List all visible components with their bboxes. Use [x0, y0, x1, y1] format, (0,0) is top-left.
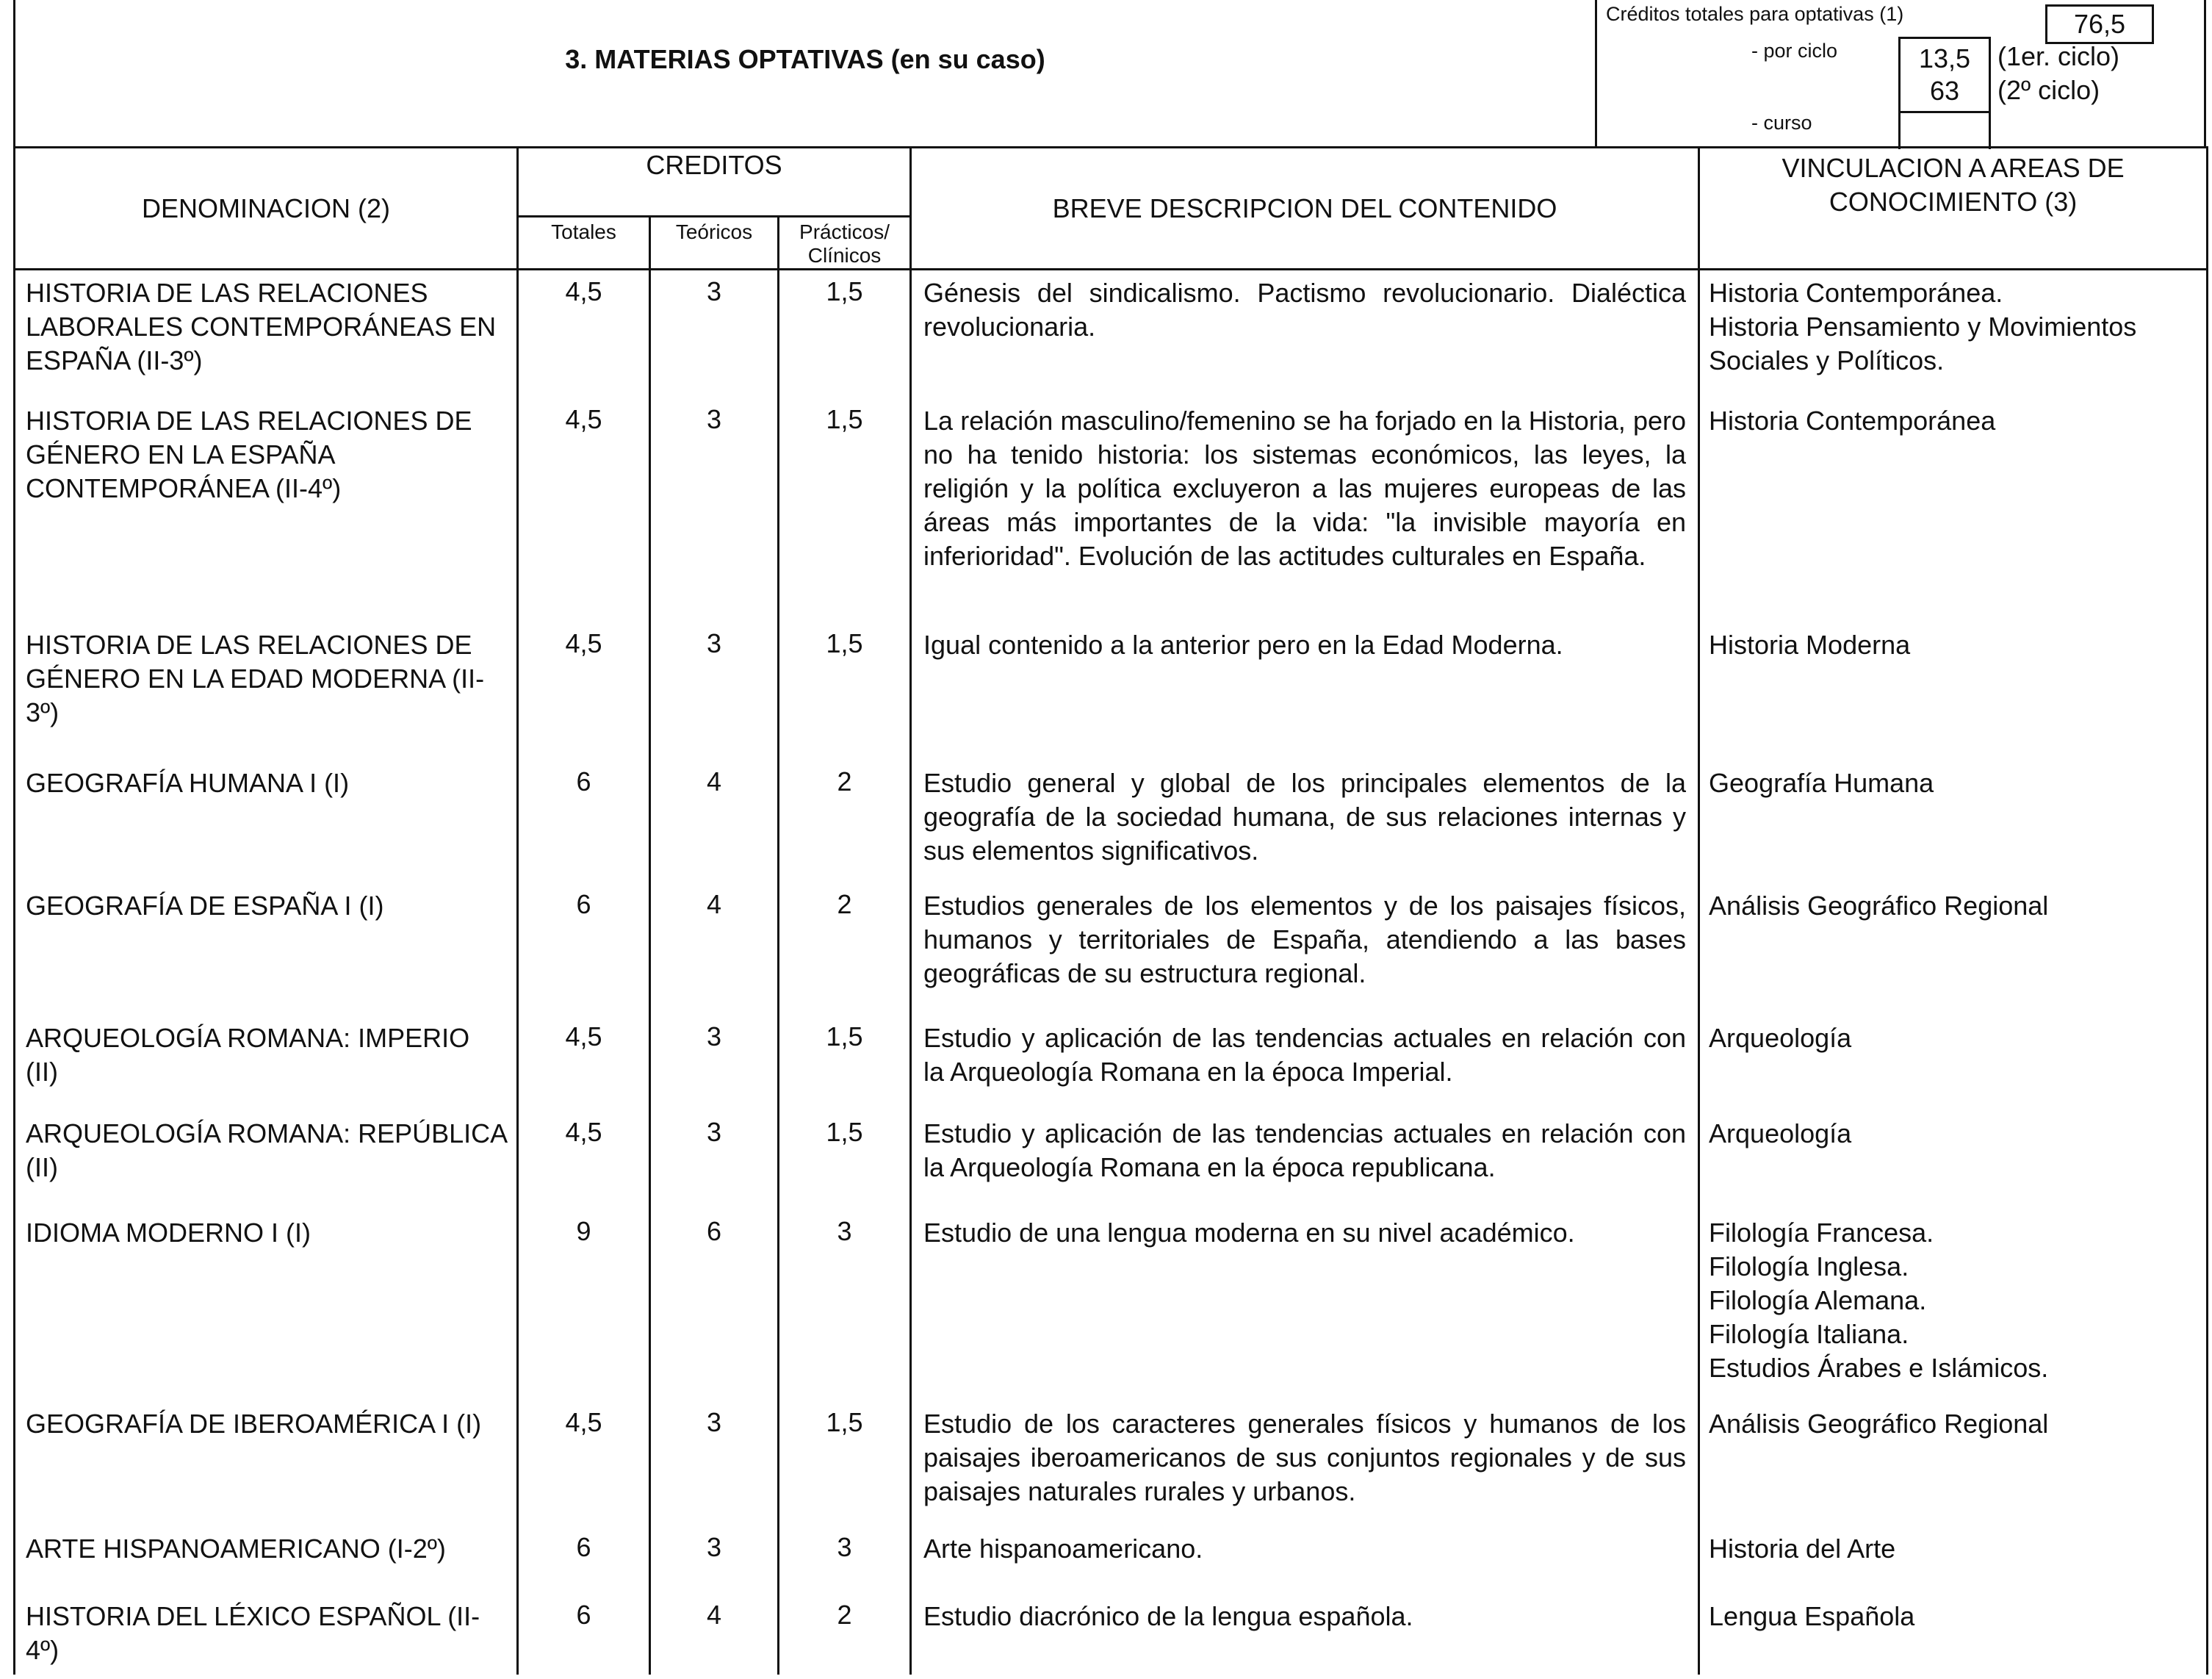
- knowledge-area: Filología Italiana.: [1709, 1318, 1909, 1349]
- knowledge-area: Lengua Española: [1709, 1600, 1915, 1631]
- credits-totales: 4,5: [518, 270, 650, 398]
- credits-practicos: 1,5: [779, 622, 911, 761]
- subject-description: Igual contenido a la anterior pero en la Edad Moderna.: [911, 622, 1699, 761]
- knowledge-areas: [1699, 1015, 2208, 1111]
- credits-teoricos: 3: [650, 1401, 779, 1526]
- table-row: [15, 270, 2208, 398]
- subject-name: ARQUEOLOGÍA ROMANA: REPÚBLICA (II): [15, 1111, 518, 1210]
- knowledge-areas: [1699, 622, 2208, 761]
- table-row: [15, 761, 2208, 883]
- page-title: 3. MATERIAS OPTATIVAS (en su caso): [565, 44, 1045, 74]
- subject-description: Estudio y aplicación de las tendencias actuales en relación con la Arqueología Romana en la época republicana.: [911, 1111, 1699, 1210]
- credits-teoricos: 3: [650, 1526, 779, 1594]
- knowledge-areas: [1699, 1210, 2208, 1401]
- knowledge-areas: [1699, 1401, 2208, 1526]
- column-header-descripcion: BREVE DESCRIPCION DEL CONTENIDO: [911, 148, 1699, 270]
- por-ciclo-label: - por ciclo: [1751, 40, 1838, 62]
- subject-name: HISTORIA DEL LÉXICO ESPAÑOL (II-4º): [15, 1594, 518, 1675]
- subject-description: Arte hispanoamericano.: [911, 1526, 1699, 1594]
- knowledge-area: Filología Francesa.: [1709, 1217, 1934, 1248]
- table-row: [15, 1210, 2208, 1401]
- subject-description: Estudios generales de los elementos y de los paisajes físicos, humanos y territoriales de España, atendiendo a las bases geográficas de su estructura regional.: [911, 883, 1699, 1015]
- credits-teoricos: 3: [650, 622, 779, 761]
- table-row: [15, 1015, 2208, 1111]
- subject-name: HISTORIA DE LAS RELACIONES DE GÉNERO EN LA ESPAÑA CONTEMPORÁNEA (II-4º): [15, 398, 518, 622]
- credits-practicos: 3: [779, 1210, 911, 1401]
- table-row: [15, 883, 2208, 1015]
- column-header-totales: Totales: [518, 217, 650, 270]
- knowledge-areas: [1699, 761, 2208, 883]
- credits-teoricos: 3: [650, 398, 779, 622]
- header-band: [13, 0, 2206, 148]
- subject-name: GEOGRAFÍA DE IBEROAMÉRICA I (I): [15, 1401, 518, 1526]
- credits-practicos: 2: [779, 761, 911, 883]
- subject-name: GEOGRAFÍA DE ESPAÑA I (I): [15, 883, 518, 1015]
- knowledge-area: Historia del Arte: [1709, 1533, 1896, 1564]
- credits-totales: 4,5: [518, 1401, 650, 1526]
- knowledge-area: Historia Contemporánea.: [1709, 278, 2003, 308]
- ciclo-divider: [1901, 111, 1989, 113]
- credits-practicos: 1,5: [779, 1015, 911, 1111]
- credits-totales: 4,5: [518, 1111, 650, 1210]
- ciclo-credits-box: [1898, 37, 1991, 149]
- credits-totales: 6: [518, 1594, 650, 1675]
- subject-name: ARQUEOLOGÍA ROMANA: IMPERIO (II): [15, 1015, 518, 1111]
- knowledge-area: Análisis Geográfico Regional: [1709, 890, 2049, 921]
- subject-description: Estudio y aplicación de las tendencias actuales en relación con la Arqueología Romana en la época Imperial.: [911, 1015, 1699, 1111]
- credits-totales: 6: [518, 761, 650, 883]
- subject-name: HISTORIA DE LAS RELACIONES LABORALES CONTEMPORÁNEAS EN ESPAÑA (II-3º): [15, 270, 518, 398]
- credits-practicos: 1,5: [779, 1401, 911, 1526]
- knowledge-area: Estudios Árabes e Islámicos.: [1709, 1352, 2049, 1383]
- knowledge-areas: [1699, 270, 2208, 398]
- credits-teoricos: 6: [650, 1210, 779, 1401]
- credits-teoricos: 4: [650, 883, 779, 1015]
- subject-description: Estudio de una lengua moderna en su nivel académico.: [911, 1210, 1699, 1401]
- column-header-practicos: Prácticos/ Clínicos: [779, 217, 911, 270]
- knowledge-areas: [1699, 1111, 2208, 1210]
- subject-name: ARTE HISPANOAMERICANO (I-2º): [15, 1526, 518, 1594]
- document-page: [13, 0, 2206, 1679]
- knowledge-area: Filología Inglesa.: [1709, 1251, 1909, 1281]
- ciclo1-value: 13,5: [1918, 43, 1971, 73]
- knowledge-area: Arqueología: [1709, 1022, 1852, 1053]
- column-header-denominacion: DENOMINACION (2): [15, 148, 518, 270]
- credits-totales: 6: [518, 1526, 650, 1594]
- table-row: [15, 622, 2208, 761]
- credits-practicos: 2: [779, 883, 911, 1015]
- knowledge-area: Arqueología: [1709, 1118, 1852, 1148]
- subject-description: Génesis del sindicalismo. Pactismo revolucionario. Dialéctica revolucionaria.: [911, 270, 1699, 398]
- credits-totales: 4,5: [518, 622, 650, 761]
- subject-description: La relación masculino/femenino se ha forjado en la Historia, pero no ha tenido historia: los sistemas económicos, las leyes, la religión y la política excluyeron a las mujeres europeas de las áreas más importantes de la vida: "la invisible mayoría en inferioridad". Evolución de las actitudes culturales en España.: [911, 398, 1699, 622]
- column-header-teoricos: Teóricos: [650, 217, 779, 270]
- title-cell: [15, 0, 1597, 146]
- knowledge-areas: [1699, 883, 2208, 1015]
- credits-totales: 9: [518, 1210, 650, 1401]
- credits-practicos: 1,5: [779, 398, 911, 622]
- knowledge-areas: [1699, 398, 2208, 622]
- credits-teoricos: 4: [650, 761, 779, 883]
- credits-practicos: 2: [779, 1594, 911, 1675]
- total-credits-label: Créditos totales para optativas (1): [1606, 3, 1904, 25]
- credits-totales: 6: [518, 883, 650, 1015]
- knowledge-area: Historia Contemporánea: [1709, 405, 1996, 436]
- credits-practicos: 1,5: [779, 270, 911, 398]
- curso-label: - curso: [1751, 112, 1812, 134]
- table-row: [15, 1401, 2208, 1526]
- credits-totales: 4,5: [518, 398, 650, 622]
- credits-teoricos: 3: [650, 270, 779, 398]
- table-row: [15, 1526, 2208, 1594]
- knowledge-area: Filología Alemana.: [1709, 1284, 1927, 1315]
- knowledge-area: Geografía Humana: [1709, 767, 1934, 798]
- subject-name: IDIOMA MODERNO I (I): [15, 1210, 518, 1401]
- column-header-creditos: CREDITOS: [518, 148, 911, 217]
- subject-description: Estudio diacrónico de la lengua española.: [911, 1594, 1699, 1675]
- credits-teoricos: 3: [650, 1015, 779, 1111]
- subject-description: Estudio de los caracteres generales físicos y humanos de los paisajes iberoamericanos de sus conjuntos regionales y de sus paisajes naturales rurales y urbanos.: [911, 1401, 1699, 1526]
- subject-name: HISTORIA DE LAS RELACIONES DE GÉNERO EN LA EDAD MODERNA (II-3º): [15, 622, 518, 761]
- credits-teoricos: 3: [650, 1111, 779, 1210]
- credits-totales: 4,5: [518, 1015, 650, 1111]
- subject-name: GEOGRAFÍA HUMANA I (I): [15, 761, 518, 883]
- ciclo2-value: 63: [1929, 76, 1960, 106]
- knowledge-area: Análisis Geográfico Regional: [1709, 1408, 2049, 1439]
- knowledge-area: Historia Moderna: [1709, 629, 1911, 660]
- credit-summary-panel: [1597, 0, 2206, 146]
- credits-teoricos: 4: [650, 1594, 779, 1675]
- column-header-vinculacion: VINCULACION A AREAS DE CONOCIMIENTO (3): [1699, 148, 2208, 270]
- table-row: [15, 1594, 2208, 1675]
- table-row: [15, 1111, 2208, 1210]
- knowledge-areas: [1699, 1594, 2208, 1675]
- credits-practicos: 1,5: [779, 1111, 911, 1210]
- subject-description: Estudio general y global de los principales elementos de la geografía de la sociedad humana, de sus relaciones internas y sus elementos significativos.: [911, 761, 1699, 883]
- credits-practicos: 3: [779, 1526, 911, 1594]
- ciclo1-label: (1er. ciclo): [1997, 41, 2120, 71]
- table-row: [15, 398, 2208, 622]
- subjects-table: [13, 146, 2208, 1675]
- knowledge-area: Historia Pensamiento y Movimientos Sociales y Políticos.: [1709, 312, 2137, 375]
- ciclo2-label: (2º ciclo): [1997, 75, 2100, 105]
- knowledge-areas: [1699, 1526, 2208, 1594]
- total-credits-value: 76,5: [2045, 4, 2154, 44]
